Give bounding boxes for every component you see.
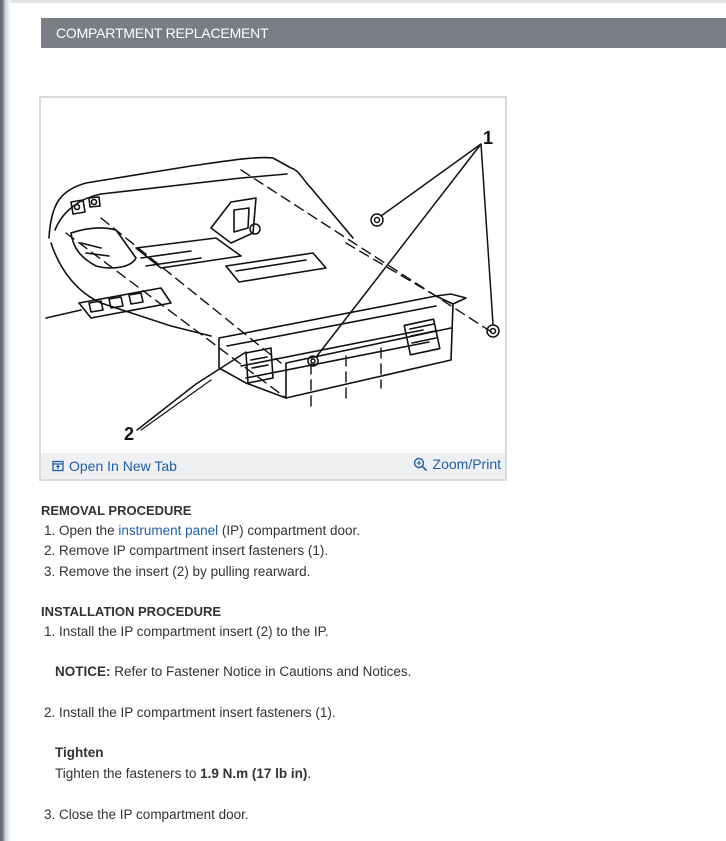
tighten-heading: Tighten: [55, 745, 104, 760]
installation-step-3: 3. Close the IP compartment door.: [44, 807, 249, 822]
removal-step-3: 3. Remove the insert (2) by pulling rearward.: [44, 564, 311, 579]
removal-step-1-before: Open the: [59, 523, 115, 538]
callout-2: 2: [124, 424, 135, 444]
removal-step-1-after: (IP) compartment door.: [221, 523, 360, 538]
open-tab-label: Open In New Tab: [69, 458, 177, 474]
zoom-print-label: Zoom/Print: [432, 456, 501, 472]
removal-step-1: [44, 523, 360, 538]
window-top-edge: [11, 0, 726, 3]
installation-step-1: 1. Install the IP compartment insert (2) to the IP.: [44, 624, 329, 639]
notice-label: NOTICE:: [55, 664, 111, 679]
open-tab-icon: [52, 460, 64, 472]
section-title: COMPARTMENT REPLACEMENT: [56, 25, 269, 41]
callout-1: 1: [483, 128, 494, 148]
notice: [55, 664, 411, 679]
figure-footer: [41, 453, 505, 479]
tighten-end: .: [307, 766, 312, 781]
instrument-panel-link[interactable]: instrument panel: [118, 523, 219, 538]
notice-text: Refer to Fastener Notice in Cautions and Notices.: [114, 664, 412, 679]
tighten-spec: [55, 766, 311, 781]
open-in-new-tab-link[interactable]: [52, 458, 177, 474]
figure-container: [39, 96, 507, 481]
section-header-bar: [41, 18, 726, 48]
removal-step-1-num: 1.: [44, 523, 56, 538]
installation-step-2: 2. Install the IP compartment insert fasteners (1).: [44, 705, 336, 720]
removal-heading: REMOVAL PROCEDURE: [41, 503, 192, 518]
installation-heading: INSTALLATION PROCEDURE: [41, 604, 222, 619]
zoom-print-link[interactable]: [413, 456, 501, 472]
instrument-panel-illustration: [41, 98, 505, 453]
removal-step-2: 2. Remove IP compartment insert fasteners (1).: [44, 543, 329, 558]
torque-value: 1.9 N.m (17 lb in): [200, 766, 308, 781]
window-left-border: [0, 0, 11, 841]
zoom-icon: [413, 457, 428, 472]
tighten-text: Tighten the fasteners to: [55, 766, 197, 781]
